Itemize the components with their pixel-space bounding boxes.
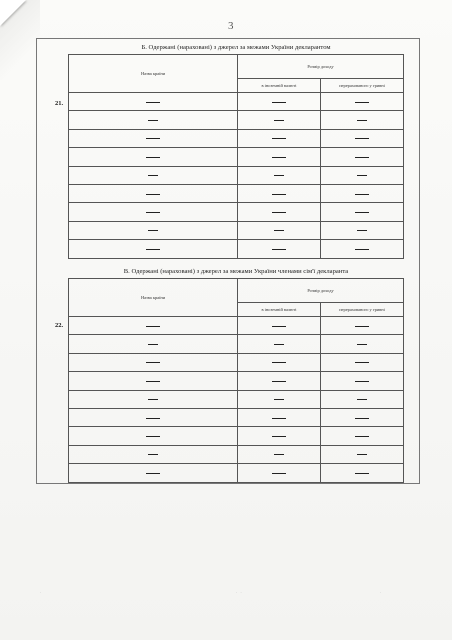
table-row [69, 408, 404, 426]
dash-mark [274, 454, 284, 455]
foreign-currency-cell [238, 408, 321, 426]
dash-mark [274, 175, 284, 176]
table-row [69, 148, 404, 166]
dash-mark [357, 344, 367, 345]
foreign-currency-header: в іноземній валюті [238, 79, 321, 93]
table-row [69, 317, 404, 335]
dash-mark [146, 326, 160, 327]
converted-cell [321, 111, 404, 129]
country-cell [69, 221, 238, 239]
table-row [69, 111, 404, 129]
converted-cell [321, 93, 404, 111]
page-number: 3 [228, 20, 234, 32]
converted-cell [321, 372, 404, 390]
folded-corner [0, 0, 26, 26]
country-header: Назва країни [69, 55, 238, 93]
converted-cell [321, 408, 404, 426]
foreign-currency-cell [238, 317, 321, 335]
dash-mark [146, 473, 160, 474]
converted-cell [321, 240, 404, 258]
table-row [69, 93, 404, 111]
converted-cell [321, 335, 404, 353]
dash-mark [355, 418, 369, 419]
converted-cell [321, 221, 404, 239]
table-row [69, 240, 404, 258]
country-cell [69, 317, 238, 335]
dash-mark [272, 194, 286, 195]
country-cell [69, 427, 238, 445]
country-header: Назва країни [69, 279, 238, 317]
table-row [69, 390, 404, 408]
dash-mark [274, 344, 284, 345]
country-cell [69, 390, 238, 408]
dash-mark [357, 175, 367, 176]
dash-mark [272, 362, 286, 363]
country-cell [69, 148, 238, 166]
foreign-currency-cell [238, 353, 321, 371]
section-b-table [68, 54, 404, 259]
dash-mark [146, 212, 160, 213]
amount-header: Розмір доходу [238, 55, 404, 79]
dash-mark [272, 138, 286, 139]
dash-mark [146, 157, 160, 158]
dash-mark [355, 194, 369, 195]
foreign-currency-cell [238, 203, 321, 221]
dash-mark [272, 473, 286, 474]
dash-mark [274, 120, 284, 121]
table-row [69, 184, 404, 202]
foreign-currency-cell [238, 445, 321, 463]
country-cell [69, 166, 238, 184]
dash-mark [148, 399, 158, 400]
converted-header: перерахованого у гривні [321, 79, 404, 93]
section-b-row-number: 21. [55, 100, 64, 107]
country-cell [69, 93, 238, 111]
table-row [69, 129, 404, 147]
foreign-currency-cell [238, 221, 321, 239]
country-cell [69, 445, 238, 463]
converted-cell [321, 203, 404, 221]
dash-mark [272, 212, 286, 213]
amount-header: Розмір доходу [238, 279, 404, 303]
converted-header: перерахованого у гривні [321, 303, 404, 317]
country-cell [69, 464, 238, 482]
section-c-title: В. Одержані (нараховані) з джерел за межами України членами сім'ї декларанта [123, 268, 349, 275]
dash-mark [355, 102, 369, 103]
converted-cell [321, 390, 404, 408]
dash-mark [272, 157, 286, 158]
section-c-table [68, 278, 404, 483]
dash-mark [146, 102, 160, 103]
dash-mark [357, 399, 367, 400]
dash-mark [357, 454, 367, 455]
dash-mark [272, 436, 286, 437]
converted-cell [321, 317, 404, 335]
dash-mark [274, 399, 284, 400]
country-cell [69, 129, 238, 147]
dash-mark [146, 362, 160, 363]
dash-mark [355, 362, 369, 363]
dash-mark [272, 102, 286, 103]
dash-mark [146, 194, 160, 195]
converted-cell [321, 427, 404, 445]
section-c-row-number: 22. [55, 322, 64, 329]
section-b-title: Б. Одержані (нараховані) з джерел за межами України декларантом [141, 44, 331, 51]
dash-mark [357, 120, 367, 121]
dash-mark [272, 381, 286, 382]
dash-mark [274, 230, 284, 231]
dash-mark [146, 381, 160, 382]
foreign-currency-cell [238, 427, 321, 445]
dash-mark [272, 249, 286, 250]
country-cell [69, 203, 238, 221]
foreign-currency-cell [238, 93, 321, 111]
dash-mark [355, 473, 369, 474]
converted-cell [321, 184, 404, 202]
dash-mark [146, 138, 160, 139]
section-b-rows [69, 93, 404, 259]
dash-mark [146, 436, 160, 437]
foreign-currency-cell [238, 111, 321, 129]
dash-mark [146, 249, 160, 250]
table-row [69, 335, 404, 353]
country-cell [69, 353, 238, 371]
table-row [69, 445, 404, 463]
converted-cell [321, 129, 404, 147]
scan-artifact: · [40, 590, 43, 595]
table-row [69, 203, 404, 221]
dash-mark [148, 175, 158, 176]
table-row [69, 427, 404, 445]
converted-cell [321, 148, 404, 166]
table-row [69, 372, 404, 390]
country-cell [69, 184, 238, 202]
country-cell [69, 408, 238, 426]
dash-mark [357, 230, 367, 231]
converted-cell [321, 353, 404, 371]
scan-artifact: · · [236, 590, 243, 595]
dash-mark [355, 138, 369, 139]
dash-mark [148, 454, 158, 455]
foreign-currency-cell [238, 372, 321, 390]
converted-cell [321, 464, 404, 482]
dash-mark [355, 157, 369, 158]
country-cell [69, 240, 238, 258]
foreign-currency-cell [238, 184, 321, 202]
dash-mark [355, 249, 369, 250]
foreign-currency-cell [238, 335, 321, 353]
dash-mark [355, 326, 369, 327]
foreign-currency-cell [238, 240, 321, 258]
country-cell [69, 335, 238, 353]
scan-artifact: · [380, 590, 383, 595]
dash-mark [355, 381, 369, 382]
dash-mark [272, 326, 286, 327]
foreign-currency-cell [238, 464, 321, 482]
section-c-rows [69, 317, 404, 483]
dash-mark [148, 120, 158, 121]
converted-cell [321, 445, 404, 463]
table-row [69, 221, 404, 239]
dash-mark [272, 418, 286, 419]
country-cell [69, 372, 238, 390]
dash-mark [148, 344, 158, 345]
table-row [69, 353, 404, 371]
foreign-currency-cell [238, 166, 321, 184]
foreign-currency-header: в іноземній валюті [238, 303, 321, 317]
dash-mark [148, 230, 158, 231]
foreign-currency-cell [238, 390, 321, 408]
foreign-currency-cell [238, 148, 321, 166]
table-row [69, 464, 404, 482]
dash-mark [355, 436, 369, 437]
dash-mark [146, 418, 160, 419]
converted-cell [321, 166, 404, 184]
country-cell [69, 111, 238, 129]
table-row [69, 166, 404, 184]
dash-mark [355, 212, 369, 213]
foreign-currency-cell [238, 129, 321, 147]
